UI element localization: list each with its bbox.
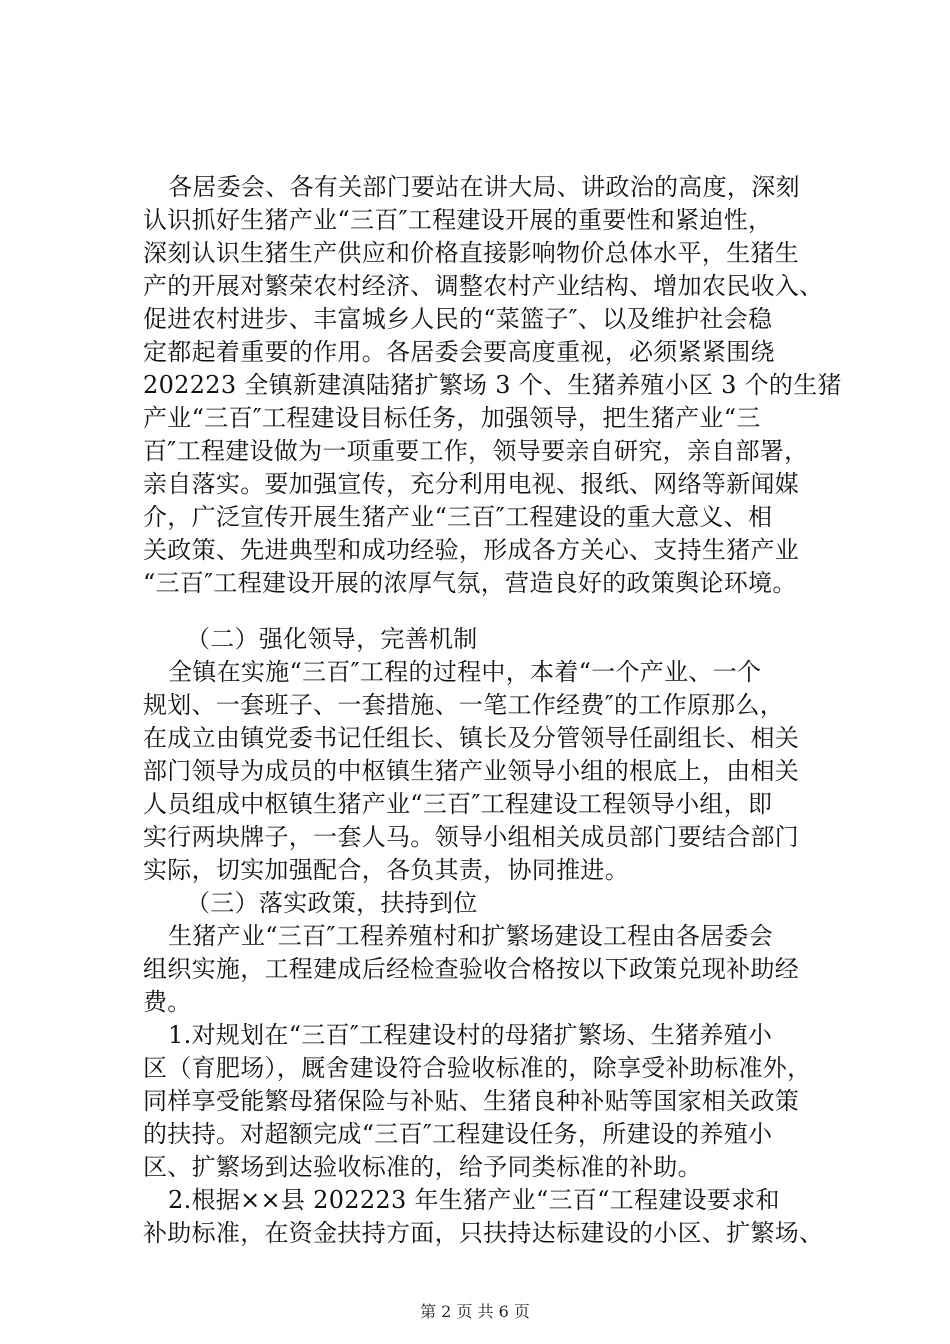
paragraph-line: 定都起着重要的作用。各居委会要高度重视，必须紧紧围绕	[143, 338, 775, 366]
paragraph-line: 人员组成中枢镇生猪产业“三百″工程建设工程领导小组，即	[143, 790, 773, 818]
paragraph-line: 区、扩繁场到达验收标准的，给予同类标准的补助。	[143, 1153, 702, 1181]
paragraph-line: 部门领导为成员的中枢镇生猪产业领导小组的根底上，由相关	[143, 757, 800, 785]
paragraph-line: 亲自落实。要加强宣传，充分利用电视、报纸、网络等新闻媒	[143, 470, 800, 498]
paragraph-line: 的扶持。对超额完成“三百″工程建设任务，所建设的养殖小	[143, 1120, 773, 1148]
paragraph-line: 实际，切实加强配合，各负其责，协同推进。	[143, 856, 629, 884]
paragraph-line: 促进农村进步、丰富城乡人民的“菜篮子″、以及维护社会稳	[143, 305, 773, 333]
section-heading: （二）强化领导，完善机制	[186, 625, 478, 653]
paragraph-line: 全镇在实施“三百″工程的过程中，本着“一个产业、一个	[168, 658, 762, 686]
list-item-line: 1.对规划在“三百″工程建设村的母猪扩繁场、生猪养殖小	[168, 1021, 773, 1049]
paragraph-line: 深刻认识生猪生产供应和价格直接影响物价总体水平，生猪生	[143, 239, 800, 267]
paragraph-line: 同样享受能繁母猪保险与补贴、生猪良种补贴等国家相关政策	[143, 1087, 800, 1115]
paragraph-line: 实行两块牌子，一套人马。领导小组相关成员部门要结合部门	[143, 823, 800, 851]
section-heading: （三）落实政策，扶持到位	[186, 889, 478, 917]
paragraph-line: 生猪产业“三百″工程养殖村和扩繁场建设工程由各居委会	[168, 922, 774, 950]
paragraph-line: 202223 全镇新建滇陆猪扩繁场 3 个、生猪养殖小区 3 个的生猪	[143, 371, 842, 399]
paragraph-line: 补助标准，在资金扶持方面，只扶持达标建设的小区、扩繁场、	[143, 1219, 824, 1247]
paragraph-line: 产业“三百″工程建设目标任务，加强领导，把生猪产业“三	[143, 404, 761, 432]
paragraph-line: 产的开展对繁荣农村经济、调整农村产业结构、增加农民收入、	[143, 272, 824, 300]
paragraph-line: 关政策、先进典型和成功经验，形成各方关心、支持生猪产业	[143, 536, 800, 564]
page-footer: 第 2 页 共 6 页	[420, 1302, 530, 1321]
paragraph-line: 区（育肥场），厩舍建设符合验收标准的，除享受补助标准外，	[143, 1054, 812, 1082]
paragraph-line: 各居委会、各有关部门要站在讲大局、讲政治的高度，深刻	[168, 173, 800, 201]
paragraph-line: 在成立由镇党委书记任组长、镇长及分管领导任副组长、相关	[143, 724, 800, 752]
paragraph-line: 规划、一套班子、一套措施、一笔工作经费″的工作原那么，	[143, 691, 785, 719]
paragraph-line: 费。	[143, 988, 192, 1016]
paragraph-line: 介，广泛宣传开展生猪产业“三百″工程建设的重大意义、相	[143, 503, 773, 531]
paragraph-line: “三百″工程建设开展的浓厚气氛，营造良好的政策舆论环境。	[143, 569, 797, 597]
paragraph-line: 认识抓好生猪产业“三百″工程建设开展的重要性和紧迫性，	[143, 206, 773, 234]
list-item-line: 2.根据××县 202223 年生猪产业“三百“工程建设要求和	[168, 1186, 780, 1214]
paragraph-line: 百″工程建设做为一项重要工作，领导要亲自研究，亲自部署，	[143, 437, 809, 465]
paragraph-line: 组织实施，工程建成后经检查验收合格按以下政策兑现补助经	[143, 955, 800, 983]
